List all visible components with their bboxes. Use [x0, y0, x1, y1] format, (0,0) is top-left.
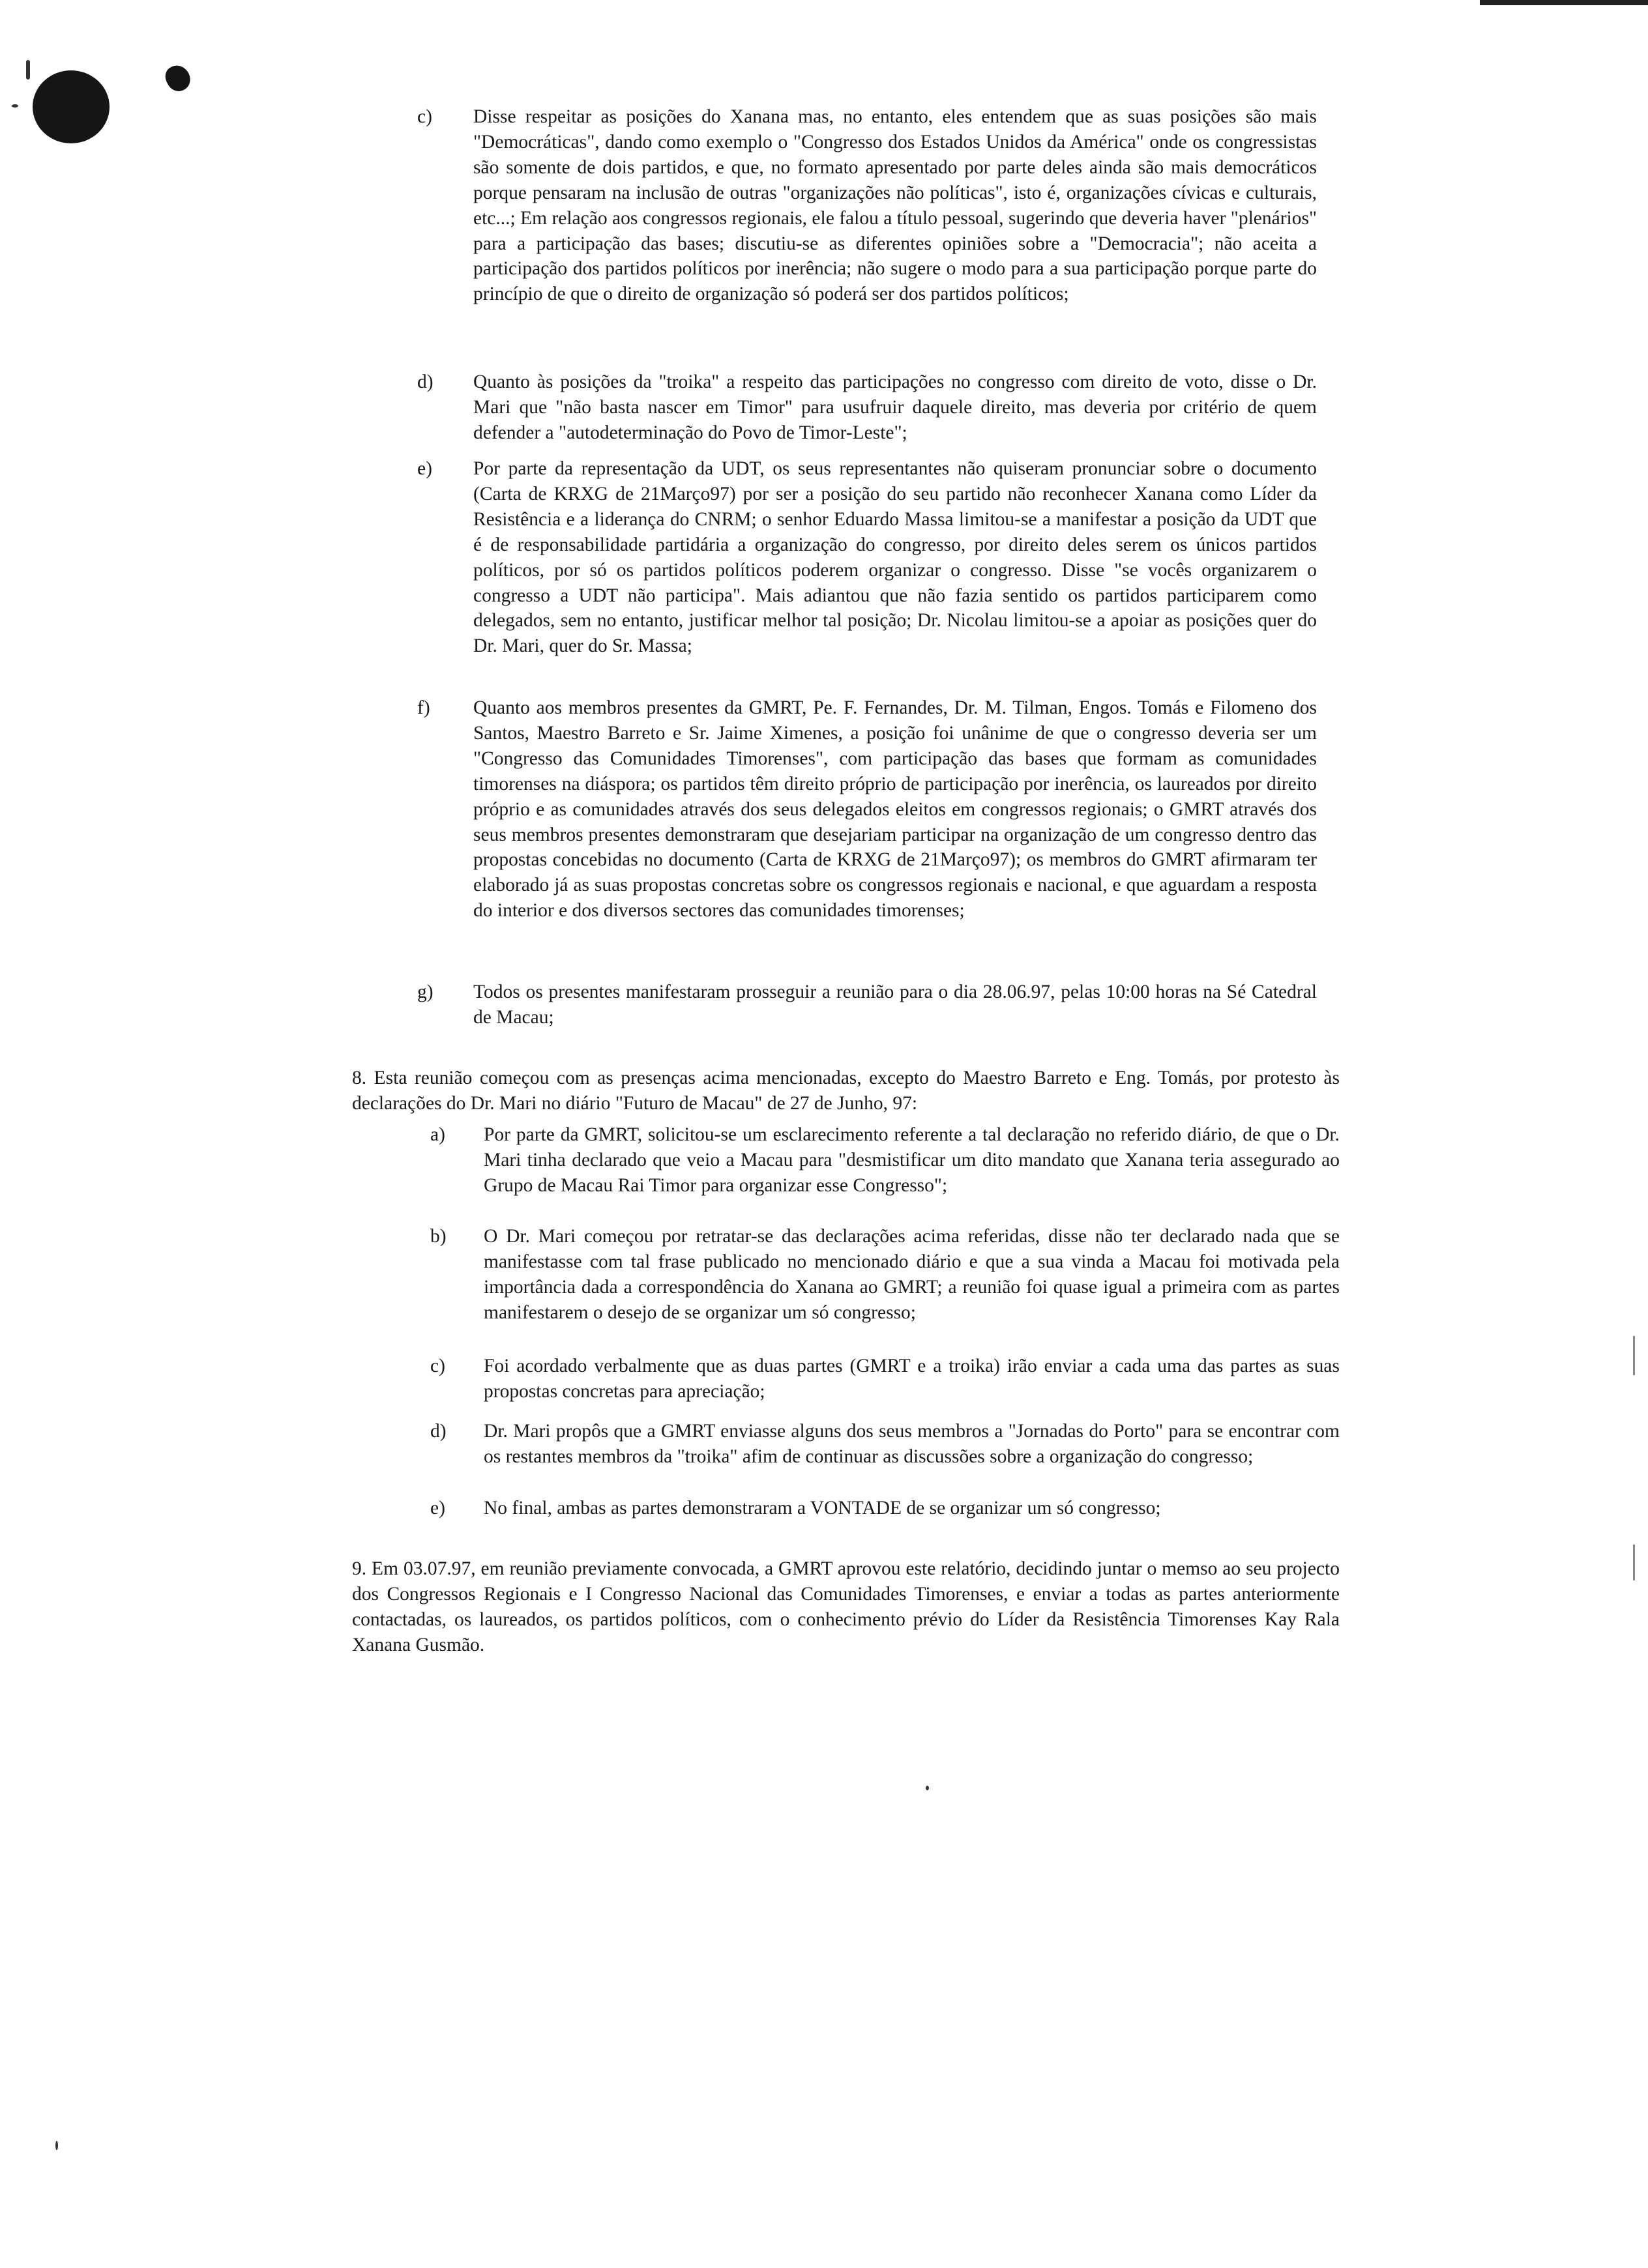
item-text: Quanto aos membros presentes da GMRT, Pe. F. Fernandes, Dr. M. Tilman, Engos. Tomás e Filomeno dos Santos, Maestro Barreto e Sr. Jaime Ximenes, a posição foi unânime de que o congresso deveria ser um "Congresso das Comunidades Timorenses", com participação das bases que formam as comunidades timorenses na diáspora; os partidos têm direito próprio de participação por inerência, os laureados por direito próprio e as comunidades através dos seus delegados eleitos em congressos regionais; o GMRT através dos seus membros presentes demonstraram que desejariam participar na organização de um congresso dentro das propostas concebidas no documento (Carta de KRXG de 21Março97); os membros do GMRT afirmaram ter elaborado já as suas propostas concretas sobre os congressos regionais e nacional, e que aguardam a resposta do interior e dos diversos sectores das comunidades timorenses; — [473, 697, 1317, 922]
list-item-c — [417, 104, 1317, 307]
scan-speck — [12, 104, 18, 108]
item-label: d) — [430, 1421, 447, 1442]
scan-edge-mark — [1480, 0, 1648, 5]
list-item-a — [430, 1122, 1340, 1199]
item-text: Foi acordado verbalmente que as duas partes (GMRT e a troika) irão enviar a cada uma das partes as suas propostas concretas para apreciação; — [484, 1356, 1340, 1402]
list-item-g — [417, 980, 1317, 1030]
list-item-e — [430, 1496, 1340, 1521]
scan-speck — [26, 60, 30, 80]
paragraph-8: 8. Esta reunião começou com as presenças acima mencionadas, excepto do Maestro Barreto e Eng. Tomás, por protesto às declarações do Dr. Mari no diário "Futuro de Macau" de 27 de Junho, 97: — [352, 1068, 1340, 1114]
item-label: e) — [430, 1498, 445, 1519]
ink-blot — [33, 70, 110, 143]
item-label: e) — [417, 458, 432, 479]
item-label: b) — [430, 1226, 447, 1247]
ink-blot-small — [162, 61, 194, 94]
item-text: Disse respeitar as posições do Xanana mas, no entanto, eles entendem que as suas posições são mais "Democráticas", dando como exemplo o "Congresso dos Estados Unidos da América" onde os congressistas são somente de dois partidos, e que, no formato apresentado por parte deles ainda são mais democráticos porque pensaram na inclusão de outras "organizações não políticas", isto é, organizações cívicas e culturais, etc...; Em relação aos congressos regionais, ele falou a título pessoal, sugerindo que deveria haver "plenários" para a participação das bases; discutiu-se as diferentes opiniões sobre a "Democracia"; não aceita a participação dos partidos políticos por inerência; não sugere o modo para a sua participação porque parte do princípio de que o direito de organização só poderá ser dos partidos políticos; — [473, 106, 1317, 305]
item-text: Todos os presentes manifestaram prosseguir a reunião para o dia 28.06.97, pelas 10:00 horas na Sé Catedral de Macau; — [473, 981, 1317, 1028]
item-label: c) — [417, 106, 432, 127]
item-label: f) — [417, 697, 430, 718]
item-text: Por parte da GMRT, solicitou-se um esclarecimento referente a tal declaração no referido diário, de que o Dr. Mari tinha declarado que veio a Macau para "desmistificar um dito mandato que Xanana teria assegurado ao Grupo de Macau Rai Timor para organizar esse Congresso"; — [484, 1124, 1340, 1196]
list-item-d — [430, 1419, 1340, 1470]
paragraph-9: 9. Em 03.07.97, em reunião previamente convocada, a GMRT aprovou este relatório, decidindo juntar o memso ao seu projecto dos Congressos Regionais e I Congresso Nacional das Comunidades Timorenses, e enviar a todas as partes anteriormente contactadas, os laureados, os partidos políticos, com o conhecimento prévio do Líder da Resistência Timorenses Kay Rala Xanana Gusmão. — [352, 1558, 1340, 1655]
item-text: No final, ambas as partes demonstraram a VONTADE de se organizar um só congresso; — [484, 1498, 1161, 1519]
item-label: a) — [430, 1124, 445, 1145]
scan-speck — [55, 2141, 58, 2150]
list-item-b — [430, 1224, 1340, 1326]
item-text: Quanto às posições da "troika" a respeito das participações no congresso com direito de voto, disse o Dr. Mari que "não basta nascer em Timor" para usufruir daquele direito, mas deveria por critério de quem defender a "autodeterminação do Povo de Timor-Leste"; — [473, 371, 1317, 443]
list-item-c — [430, 1354, 1340, 1404]
scan-speck — [926, 1786, 929, 1790]
scan-edge-mark — [1633, 1545, 1635, 1580]
scan-edge-mark — [1633, 1336, 1635, 1375]
item-text: O Dr. Mari começou por retratar-se das declarações acima referidas, disse não ter declarado nada que se manifestasse com tal frase publicado no mencionado diário e que a sua vinda a Macau foi motivada pela importância dada a correspondência do Xanana ao GMRT; a reunião foi quase igual a primeira com as partes manifestarem o desejo de se organizar um só congresso; — [484, 1226, 1340, 1323]
list-item-d — [417, 370, 1317, 446]
item-text: Por parte da representação da UDT, os seus representantes não quiseram pronunciar sobre o documento (Carta de KRXG de 21Março97) por ser a posição do seu partido não reconhecer Xanana como Líder da Resistência e a liderança do CNRM; o senhor Eduardo Massa limitou-se a manifestar a posição da UDT que é de responsabilidade partidária a organização do congresso, por direito deles serem os únicos partidos políticos, por só os partidos políticos poderem organizar o congresso. Disse "se vocês organizarem o congresso a UDT não participa". Mais adiantou que não fazia sentido os partidos participarem como delegados, sem no entanto, justificar melhor tal posição; Dr. Nicolau limitou-se a apoiar as posições quer do Dr. Mari, quer do Sr. Massa; — [473, 458, 1317, 657]
list-item-f — [417, 695, 1317, 923]
list-item-e — [417, 456, 1317, 659]
item-label: g) — [417, 981, 434, 1002]
item-label: c) — [430, 1356, 445, 1376]
item-text: Dr. Mari propôs que a GMRT enviasse alguns dos seus membros a "Jornadas do Porto" para se encontrar com os restantes membros da "troika" afim de continuar as discussões sobre a organização do congresso; — [484, 1421, 1340, 1467]
item-label: d) — [417, 371, 434, 392]
